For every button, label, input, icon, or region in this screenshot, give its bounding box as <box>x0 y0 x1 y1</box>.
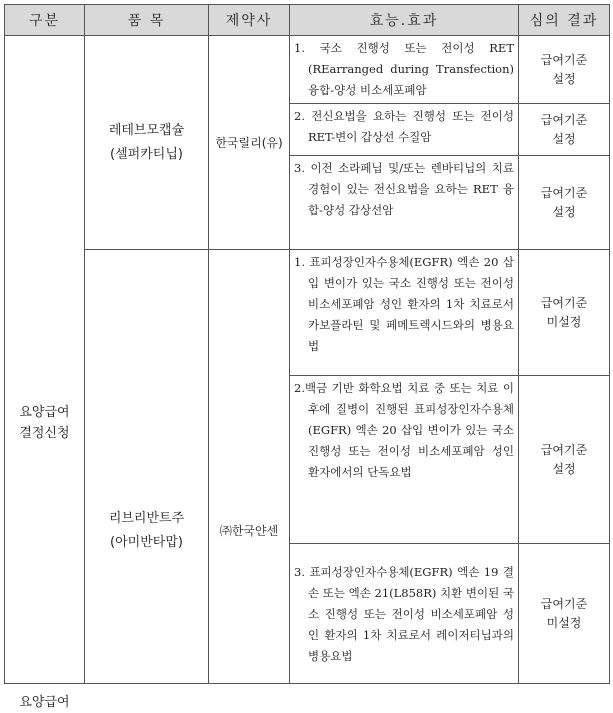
item-name: 리브리반트주 <box>108 511 185 526</box>
result-text: 급여기준 설정 <box>540 112 588 146</box>
category-label <box>5 402 84 444</box>
result-text: 급여기준 미설정 <box>540 295 588 329</box>
effect-cell <box>290 376 519 544</box>
header-category: 구분 <box>5 5 85 36</box>
result-cell <box>519 36 610 104</box>
result-cell <box>519 250 610 376</box>
effect-cell <box>290 250 519 376</box>
company-cell <box>209 250 290 684</box>
effect-cell <box>290 544 519 684</box>
item-generic: (아미반타맙) <box>110 535 183 550</box>
result-cell <box>519 376 610 544</box>
effect-text: 1. 국소 진행성 또는 전이성 RET (REarranged during Transfection) 융합-양성 비소세포폐암 <box>294 41 514 97</box>
result-cell <box>519 156 610 250</box>
effect-cell <box>290 156 519 250</box>
effect-text: 3. 이전 소라페닙 및/또는 렌바티닙의 치료 경험이 있는 전신요법을 요하는 RET 융합-양성 갑상선암 <box>294 161 514 217</box>
result-text: 급여기준 설정 <box>540 52 588 86</box>
result-text: 급여기준 설정 <box>540 442 588 476</box>
category-cell <box>5 36 85 710</box>
effect-text: 1. 표피성장인자수용체(EGFR) 엑손 20 삽입 변이가 있는 국소 진행성 또는 전이성 비소세포폐암 성인 환자의 1차 치료로서 카보플라틴 및 페메트렉시드와의 병용요법 <box>294 255 514 353</box>
effect-cell <box>290 36 519 104</box>
header-company: 제약사 <box>209 5 290 36</box>
header-row <box>5 5 610 36</box>
item-cell <box>85 36 209 250</box>
header-item: 품 목 <box>85 5 209 36</box>
category-text-next: 요양급여 <box>19 695 70 710</box>
header-effect: 효능.효과 <box>290 5 519 36</box>
result-cell <box>519 544 610 684</box>
effect-text: 2. 전신요법을 요하는 진행성 또는 전이성 RET-변이 갑상선 수질암 <box>294 109 514 144</box>
review-results-table <box>4 4 610 710</box>
item-name: 레테브모캡슐 <box>108 122 185 138</box>
category-text: 요양급여 결정신청 <box>19 405 70 441</box>
item-cell <box>85 250 209 684</box>
effect-text: 2.백금 기반 화학요법 치료 중 또는 치료 이후에 질병이 진행된 표피성장인자수용체(EGFR) 엑손 20 삽입 변이가 있는 국소 진행성 또는 전이성 비소세포폐암 성인 환자에서의 단독요법 <box>294 381 514 479</box>
effect-text: 3. 표피성장인자수용체(EGFR) 엑손 19 결손 또는 엑손 21(L858R) 치환 변이된 국소 진행성 또는 전이성 비소세포폐암 성인 환자의 1차 치료로서 레이저티닙과의 병용요법 <box>294 565 514 663</box>
effect-cell <box>290 104 519 156</box>
result-text: 급여기준 미설정 <box>540 596 588 630</box>
item-generic: (셀퍼카티닙) <box>110 146 183 162</box>
result-cell <box>519 104 610 156</box>
company-text: ㈜한국얀센 <box>219 524 279 538</box>
result-text: 급여기준 설정 <box>540 185 588 219</box>
category-label-next <box>5 692 84 713</box>
header-result: 심의 결과 <box>519 5 610 36</box>
company-cell: 한국릴리(유) <box>209 36 290 250</box>
table-row <box>5 36 610 104</box>
table-row <box>5 250 610 376</box>
